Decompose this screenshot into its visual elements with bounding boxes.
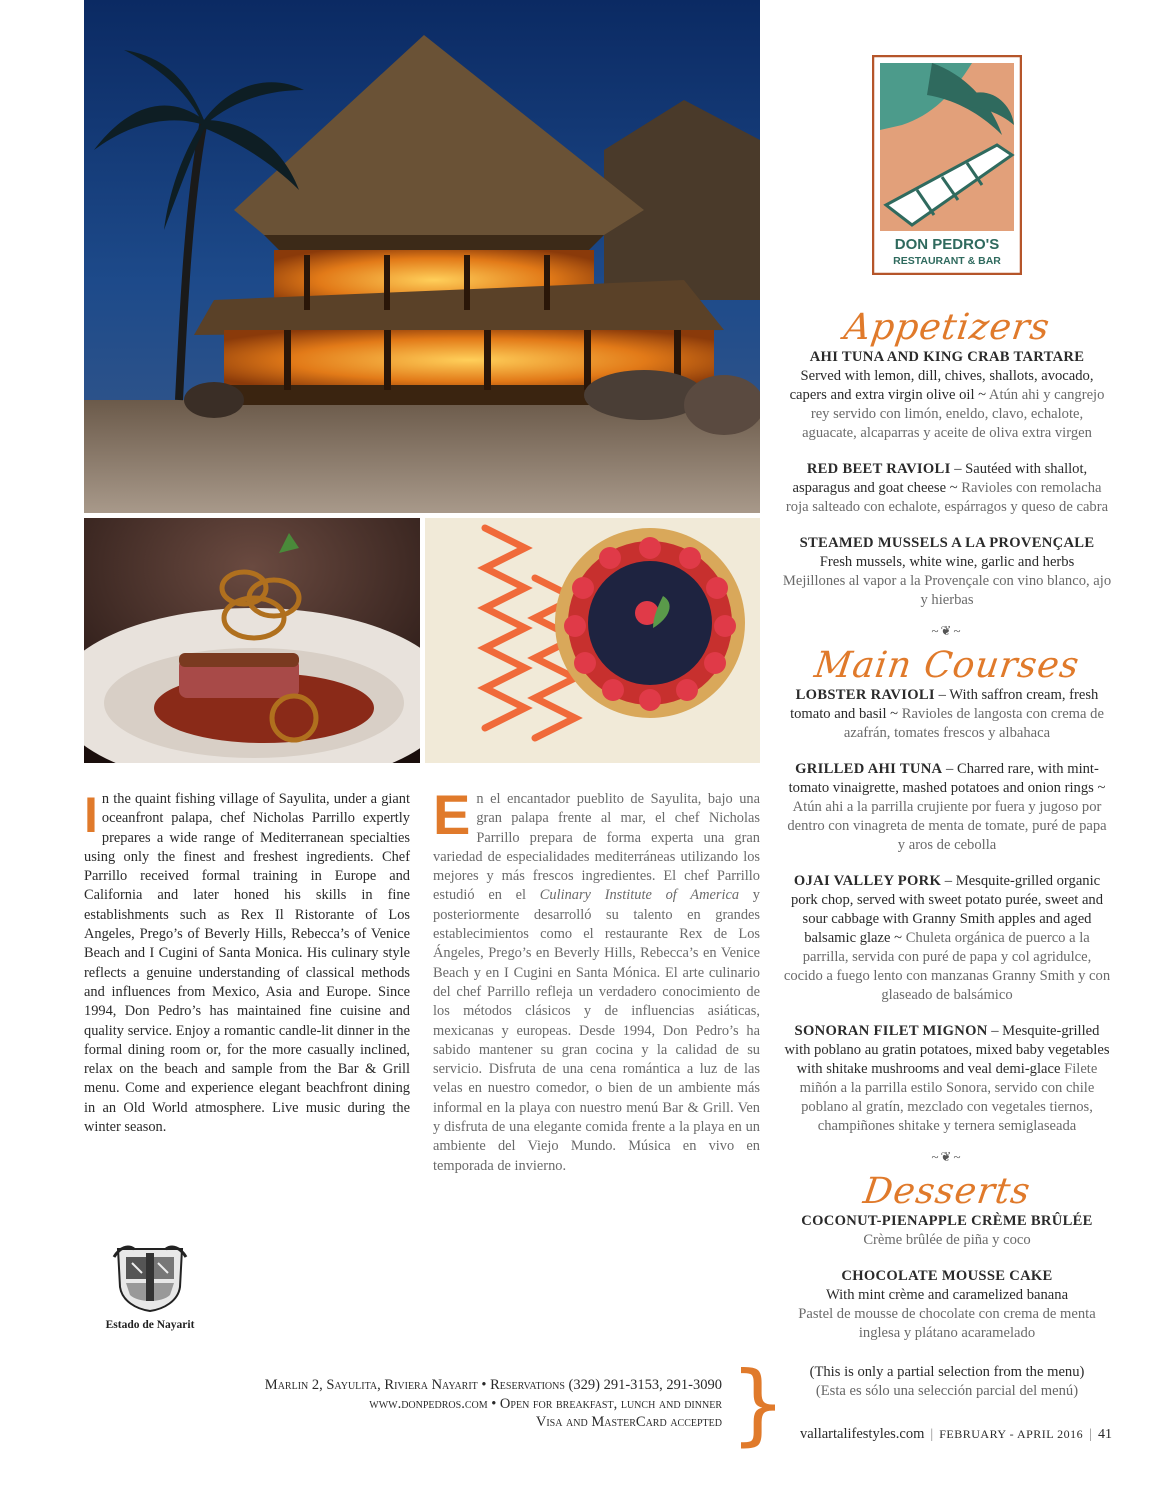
crest-label: Estado de Nayarit xyxy=(105,1319,195,1331)
payment-line: Visa and MasterCard accepted xyxy=(535,1414,722,1430)
menu-item xyxy=(782,534,1112,610)
menu-item xyxy=(782,348,1112,443)
article-english xyxy=(84,787,410,1137)
menu-column xyxy=(782,307,1112,1401)
item-description-es: Pastel de mousse de chocolate con crema de menta inglesa y plátano acaramelado xyxy=(798,1306,1096,1341)
curly-brace-icon: } xyxy=(730,1352,786,1455)
article-spanish xyxy=(433,783,760,1176)
item-description-es: Chuleta orgánica de puerco a la parrilla, servida con puré de papa y col agridulce, cocido a fuego lento con manzanas Granny Smith y con glaseado de balsámico xyxy=(783,930,1111,1003)
item-description-en: Mesquite-grilled with poblano au gratin potatoes, mixed baby vegetables with shitake mushrooms and veal demi-glace xyxy=(784,1023,1110,1077)
menu-item xyxy=(782,460,1112,517)
item-name: LOBSTER RAVIOLI xyxy=(795,687,935,703)
dropcap: I xyxy=(84,787,98,843)
menu-disclaimer xyxy=(782,1363,1112,1401)
item-description-es: Atún ahi a la parrilla crujiente por fuera y jugoso por dentro con vinagreta de menta de tomate, puré de papa y aros de cebolla xyxy=(787,799,1107,853)
menu-disclaimer-en: (This is only a partial selection from the menu) xyxy=(809,1364,1085,1380)
nayarit-crest xyxy=(100,1243,200,1331)
page-number: 41 xyxy=(1098,1427,1112,1442)
item-description-es: Atún ahi y cangrejo rey servido con limón, eneldo, clavo, echalote, aguacate, alcaparras y aceite de oliva extra virgen xyxy=(802,387,1105,441)
item-description-en: With mint crème and caramelized banana xyxy=(825,1287,1069,1303)
dropcap: E xyxy=(433,783,471,846)
item-name: AHI TUNA AND KING CRAB TARTARE xyxy=(809,349,1085,365)
item-description-en: Sautéed with shallot, asparagus and goat cheese ~ xyxy=(792,461,1088,496)
item-description-en: Fresh mussels, white wine, garlic and herbs xyxy=(819,554,1075,570)
item-description-en: Mesquite-grilled organic pork chop, served with sweet potato purée, sweet and sour cabbage with Granny Smith apples and aged balsamic glaze ~ xyxy=(790,873,1104,946)
item-separator: – xyxy=(941,873,956,889)
item-description-en: Charred rare, with mint-tomato vinaigrette, mashed potatoes and onion rings ~ xyxy=(788,761,1106,796)
footer-website: vallartalifestyles.com xyxy=(799,1426,925,1442)
article-english-text: n the quaint fishing village of Sayulita, under a giant oceanfront palapa, chef Nicholas Parrillo expertly prepares a wide range of Mediterranean specialties using only the finest and freshest ingredients. Chef Parrillo received formal training in Europe and California and later honed his skills in fine establishments such as Rex Il Ristorante of Los Angeles, Prego’s of Beverly Hills, Rebecca’s of Venice Beach and I Cugini of Santa Monica. His culinary style reflects a genuine understanding of classical methods and influences from Mexico, Asia and Europe. Since 1994, Don Pedro’s has maintained fine cuisine and quality service. Enjoy a romantic candle-lit dinner in the formal dining room or, for the more casually inclined, relax on the beach and sample from the Bar & Grill menu. Come and experience elegant beachfront dining in an Old World atmosphere. Live music during the winter season. xyxy=(84,791,410,1136)
footer-separator: | xyxy=(1089,1427,1092,1442)
appetizers-heading: Appetizers xyxy=(841,307,1053,348)
contact-info xyxy=(200,1376,722,1432)
item-name: SONORAN FILET MIGNON xyxy=(794,1023,988,1039)
page-footer xyxy=(800,1426,1112,1443)
item-name: COCONUT-PIENAPPLE CRÈME BRÛLÉE xyxy=(801,1213,1093,1229)
item-description-es: Ravioles de langosta con crema de azafrán, tomates frescos y albahaca xyxy=(843,706,1104,741)
menu-disclaimer-es: (Esta es sólo una selección parcial del menú) xyxy=(815,1383,1079,1399)
item-name: CHOCOLATE MOUSSE CAKE xyxy=(841,1268,1053,1284)
item-name: RED BEET RAVIOLI xyxy=(806,461,951,477)
item-separator: – xyxy=(950,461,966,477)
don-pedros-logo xyxy=(872,55,1022,275)
menu-item xyxy=(782,686,1112,743)
coat-of-arms-icon xyxy=(112,1243,188,1313)
item-description-es: Mejillones al vapor a la Provençale con vino blanco, ajo y hierbas xyxy=(782,573,1112,608)
article-spanish-text-2: y posteriormente desarrolló su talento en grandes establecimientos como el restaurante Rex de Los Ángeles, Prego’s en Beverly Hills, Rebecca’s en Venice Beach y en I Cugini en Santa Mónica. El arte culinario del chef Parrillo refleja un verdadero conocimiento de los métodos clásicos y de influencias asiáticas, mexicanas y europeas. Desde 1994, Don Pedro’s ha sabido mantener su gran cocina y la calidad de su servicio. Disfruta de una cena romántica a luz de las velas en nuestro comedor, o bien de un ambiente más informal en la playa con nuestro menú Bar & Grill. Ven y disfruta de una elegante comida frente a la playa en un ambiente del Viejo Mundo. Música en vivo en temporada de invierno. xyxy=(433,887,760,1174)
item-description-es: Crème brûlée de piña y coco xyxy=(863,1232,1031,1248)
item-name: STEAMED MUSSELS A LA PROVENÇALE xyxy=(799,535,1095,551)
menu-item xyxy=(782,760,1112,855)
menu-item xyxy=(782,1212,1112,1250)
logo-tagline: RESTAURANT & BAR xyxy=(893,255,1001,267)
restaurant-palapa-photo xyxy=(84,0,760,513)
item-description-en: Served with lemon, dill, chives, shallots, avocado, capers and extra virgin olive oil ~ xyxy=(789,368,1094,403)
item-description-es: Ravioles con remolacha roja salteado con echalote, espárragos y queso de cabra xyxy=(785,480,1109,515)
item-separator: – xyxy=(987,1023,1003,1039)
item-name: OJAI VALLEY PORK xyxy=(793,873,942,889)
item-separator: – xyxy=(942,761,957,777)
berry-tart-photo xyxy=(425,518,760,763)
item-name: GRILLED AHI TUNA xyxy=(795,761,943,777)
item-separator: – xyxy=(934,687,950,703)
menu-item xyxy=(782,1267,1112,1343)
desserts-heading: Desserts xyxy=(860,1171,1034,1212)
article-spanish-italic: Culinary Institute of America xyxy=(539,887,740,904)
grilled-tuna-dish-photo xyxy=(84,518,420,763)
ornament-divider-icon: ~❦~ xyxy=(931,1149,963,1164)
menu-item xyxy=(782,872,1112,1005)
item-description-es: Filete miñón a la parrilla estilo Sonora, servido con chile poblano al gratín, mezclado con vegetales tiernos, champiñones shitake y ternera semiglaseada xyxy=(799,1061,1098,1134)
ornament-divider-icon: ~❦~ xyxy=(931,623,963,638)
footer-issue: FEBRUARY - APRIL 2016 xyxy=(939,1427,1084,1441)
menu-item xyxy=(782,1022,1112,1136)
address-line: Marlin 2, Sayulita, Riviera Nayarit • Reservations (329) 291-3153, 291-3090 xyxy=(264,1377,722,1393)
website-hours-line: www.donpedros.com • Open for breakfast, lunch and dinner xyxy=(369,1395,722,1412)
article-spanish-text-1: n el encantador pueblito de Sayulita, bajo una gran palapa frente al mar, el chef Nicholas Parrillo prepara de forma experta una gran variedad de especialidades mediterráneas utilizando los mejores y más frescos ingredientes. El chef Parrillo estudió en el xyxy=(433,791,760,904)
item-description-en: With saffron cream, fresh tomato and basil ~ xyxy=(790,687,1099,722)
main-courses-heading: Main Courses xyxy=(812,645,1083,686)
footer-separator: | xyxy=(930,1427,934,1442)
logo-name: DON PEDRO'S xyxy=(894,236,1000,253)
